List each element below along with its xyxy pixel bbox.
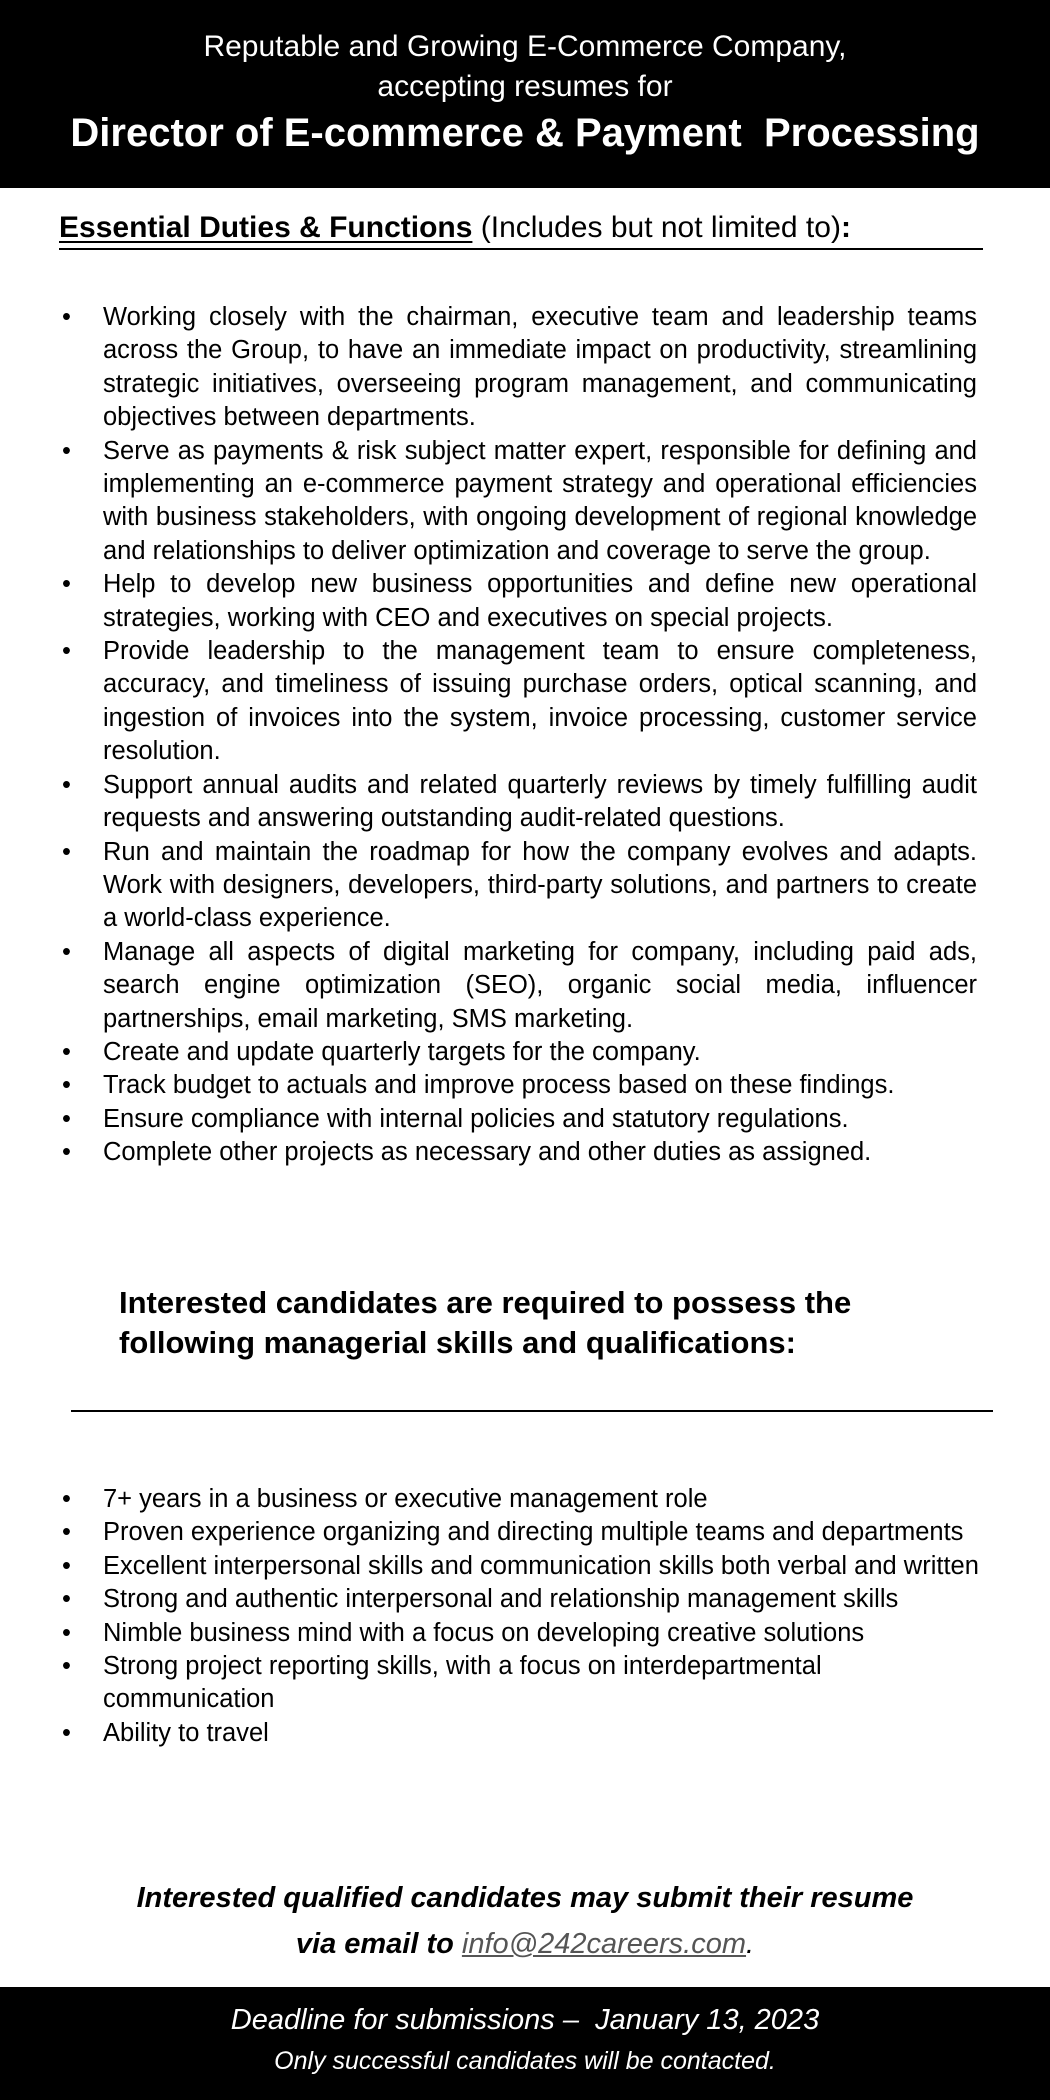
bullet-icon: • xyxy=(62,1037,71,1066)
bullet-icon: • xyxy=(62,637,71,666)
header-banner xyxy=(0,0,1050,188)
apply-line2-prefix: via email to xyxy=(295,1928,462,1960)
list-item xyxy=(62,1069,977,1102)
bullet-icon: • xyxy=(62,1718,71,1747)
bullet-icon: • xyxy=(62,1138,71,1167)
apply-line1: Interested qualified candidates may submit their resume xyxy=(136,1882,914,1914)
list-item xyxy=(62,1650,992,1717)
qualification-text: Proven experience organizing and directing multiple teams and departments xyxy=(103,1518,964,1547)
duty-text: Provide leadership to the management team to ensure completeness, accuracy, and timeliness of issuing purchase orders, optical scanning, and ingestion of invoices into the system, invoice processing, customer service resolution. xyxy=(103,637,977,766)
deadline-text: Deadline for submissions – January 13, 2023 xyxy=(230,2004,820,2036)
bullet-icon: • xyxy=(62,1485,71,1513)
qualifications-heading xyxy=(119,1283,979,1363)
footer-banner xyxy=(0,1987,1050,2100)
bullet-icon: • xyxy=(62,937,71,966)
apply-period: . xyxy=(746,1928,755,1960)
company-description: Reputable and Growing E-Commerce Company, xyxy=(203,30,847,63)
contact-note: Only successful candidates will be contacted. xyxy=(274,2047,776,2075)
duty-text: Serve as payments & risk subject matter expert, responsible for defining and implementing an e-commerce payment strategy and operational efficiencies with business stakeholders, with ongoing development of regional knowledge and relationships to deliver optimization and coverage to serve the group. xyxy=(103,436,977,565)
duty-text: Ensure compliance with internal policies and statutory regulations. xyxy=(103,1104,849,1133)
qualification-text: Strong and authentic interpersonal and relationship management skills xyxy=(103,1585,899,1614)
company-subline: accepting resumes for xyxy=(377,70,673,103)
duties-list xyxy=(62,301,977,1170)
list-item xyxy=(62,1483,992,1516)
list-item xyxy=(62,1103,977,1136)
bullet-icon: • xyxy=(62,1518,71,1547)
list-item xyxy=(62,1717,992,1750)
apply-line2 xyxy=(0,1921,1050,1967)
bullet-icon: • xyxy=(62,837,71,866)
qualification-text: Ability to travel xyxy=(103,1718,269,1747)
list-item xyxy=(62,568,977,635)
qualification-text: Nimble business mind with a focus on developing creative solutions xyxy=(103,1618,865,1647)
list-item xyxy=(62,635,977,769)
bullet-icon: • xyxy=(62,1551,71,1580)
duty-text: Working closely with the chairman, executive team and leadership teams across the Group, to have an immediate impact on productivity, streamlining strategic initiatives, overseeing program management, and communicating objectives between departments. xyxy=(103,303,977,432)
bullet-icon: • xyxy=(62,570,71,599)
job-title: Director of E-commerce & Payment Processing xyxy=(70,111,980,155)
application-instructions xyxy=(0,1875,1050,1967)
duties-heading-colon: : xyxy=(840,211,851,244)
duty-text: Track budget to actuals and improve process based on these findings. xyxy=(103,1071,895,1100)
duty-text: Help to develop new business opportunities and define new operational strategies, working with CEO and executives on special projects. xyxy=(103,570,977,632)
email-link[interactable]: info@242careers.com xyxy=(461,1928,747,1960)
list-item xyxy=(62,301,977,435)
list-item xyxy=(62,1550,992,1583)
qualification-text: Excellent interpersonal skills and communication skills both verbal and written xyxy=(103,1551,979,1580)
section-divider xyxy=(71,1410,993,1412)
list-item xyxy=(62,1617,992,1650)
qualification-text: 7+ years in a business or executive management role xyxy=(103,1485,708,1513)
bullet-icon: • xyxy=(62,1618,71,1647)
bullet-icon: • xyxy=(62,1071,71,1100)
qualification-text: Strong project reporting skills, with a focus on interdepartmental communication xyxy=(103,1652,822,1714)
list-item xyxy=(62,1136,977,1169)
duty-text: Run and maintain the roadmap for how the company evolves and adapts. Work with designers, developers, third-party solutions, and partners to create a world-class experience. xyxy=(103,837,977,933)
list-item xyxy=(62,936,977,1036)
duty-text: Complete other projects as necessary and other duties as assigned. xyxy=(103,1138,872,1167)
list-item xyxy=(62,1036,977,1069)
list-item xyxy=(62,1583,992,1616)
bullet-icon: • xyxy=(62,770,71,799)
list-item xyxy=(62,836,977,936)
duties-heading xyxy=(59,210,983,250)
duties-heading-subtitle: (Includes but not limited to) xyxy=(472,211,841,244)
qualifications-heading-line1: Interested candidates are required to possess the xyxy=(119,1285,852,1320)
bullet-icon: • xyxy=(62,1652,71,1681)
qualifications-list xyxy=(62,1483,992,1750)
duties-heading-title: Essential Duties & Functions xyxy=(59,211,473,244)
bullet-icon: • xyxy=(62,436,71,465)
qualifications-heading-line2: following managerial skills and qualifications: xyxy=(119,1325,796,1360)
list-item xyxy=(62,769,977,836)
list-item xyxy=(62,435,977,569)
duty-text: Create and update quarterly targets for the company. xyxy=(103,1037,701,1066)
list-item xyxy=(62,1516,992,1549)
bullet-icon: • xyxy=(62,303,71,331)
duty-text: Manage all aspects of digital marketing for company, including paid ads, search engine optimization (SEO), organic social media, influencer partnerships, email marketing, SMS marketing. xyxy=(103,937,977,1033)
bullet-icon: • xyxy=(62,1585,71,1614)
bullet-icon: • xyxy=(62,1104,71,1133)
duty-text: Support annual audits and related quarterly reviews by timely fulfilling audit requests and answering outstanding audit-related questions. xyxy=(103,770,977,833)
